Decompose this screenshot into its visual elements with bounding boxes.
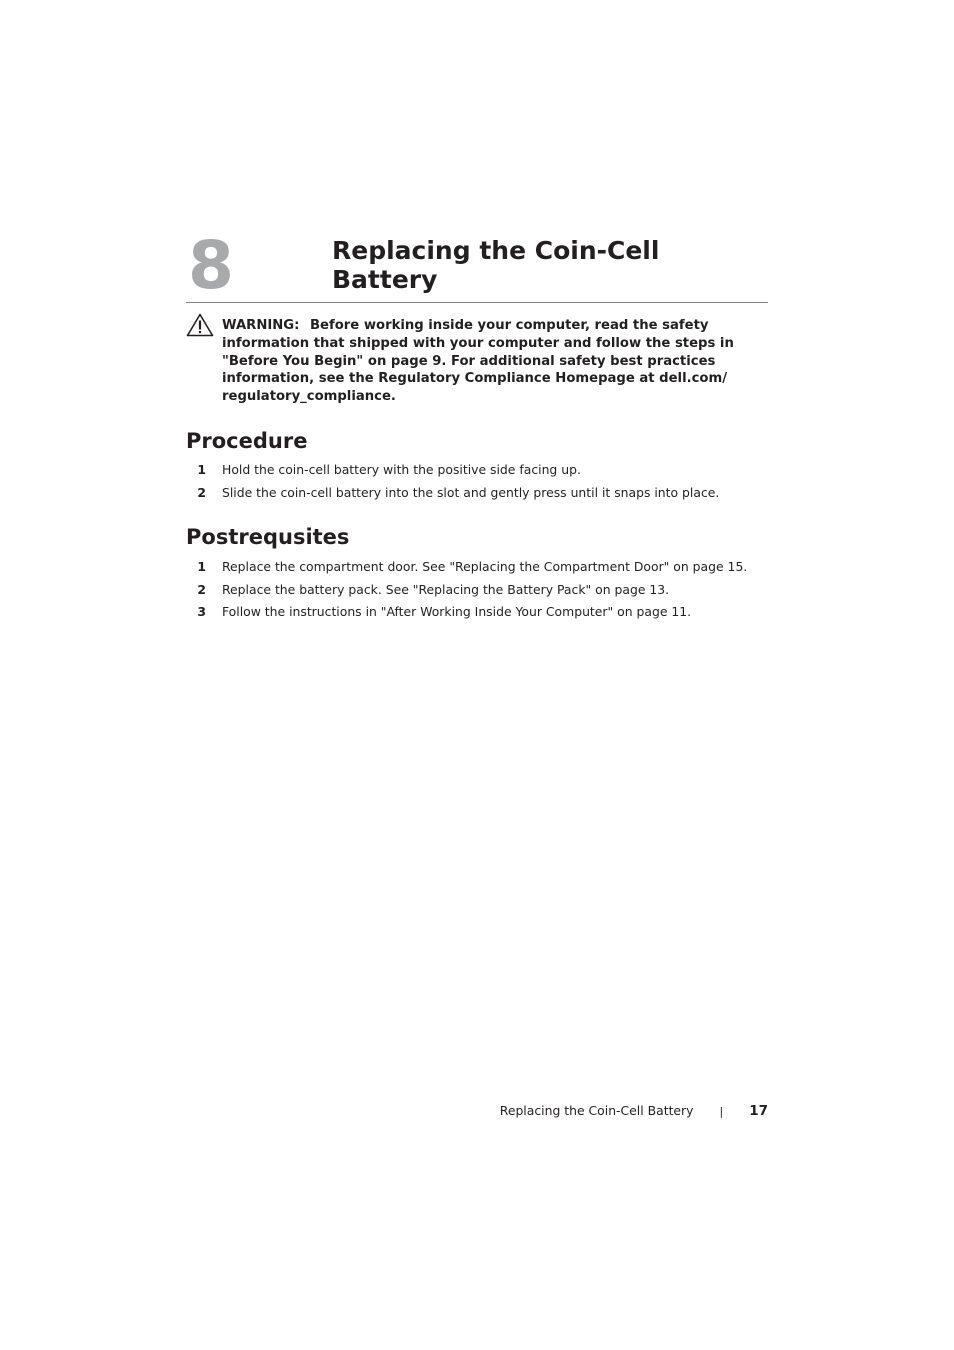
page-number: 17 [749, 1103, 768, 1119]
warning-label: WARNING: [222, 318, 300, 333]
postrequisites-step [186, 557, 768, 580]
page-footer [500, 1101, 768, 1122]
warning-triangle-icon [186, 313, 214, 337]
chapter-title: Replacing the Coin-Cell Battery [332, 236, 660, 294]
warning-message: Before working inside your computer, read the safety information that shipped with your computer and follow the steps in "Before You Begin" on page 9. For additional safety best practices information, see the Regulatory Compliance Homepage at dell.com/ regulatory_compliance. [222, 318, 734, 405]
postrequisites-step [186, 580, 768, 603]
warning-text [222, 317, 768, 406]
step-number: 2 [197, 484, 206, 500]
footer-separator: | [719, 1105, 724, 1118]
postrequisites-heading: Postrequsites [186, 525, 350, 549]
procedure-heading: Procedure [186, 429, 308, 453]
step-number: 1 [197, 462, 206, 477]
step-text: Replace the compartment door. See "Replacing the Compartment Door" on page 15. [222, 559, 748, 574]
step-number: 2 [197, 581, 206, 597]
footer-title: Replacing the Coin-Cell Battery [499, 1103, 694, 1118]
postrequisites-steps [186, 557, 768, 625]
step-number: 3 [197, 604, 206, 620]
postrequisites-step [186, 602, 768, 625]
step-text: Replace the battery pack. See "Replacing the Battery Pack" on page 13. [222, 581, 670, 597]
title-divider [186, 302, 768, 303]
step-text: Follow the instructions in "After Working Inside Your Computer" on page 11. [222, 604, 692, 620]
step-text: Hold the coin-cell battery with the positive side facing up. [222, 462, 581, 477]
chapter-number: 8 [188, 227, 234, 304]
procedure-steps [186, 460, 768, 505]
procedure-step [186, 483, 768, 506]
procedure-step [186, 460, 768, 483]
step-text: Slide the coin-cell battery into the slot and gently press until it snaps into place. [222, 484, 720, 500]
step-number: 1 [197, 559, 206, 574]
